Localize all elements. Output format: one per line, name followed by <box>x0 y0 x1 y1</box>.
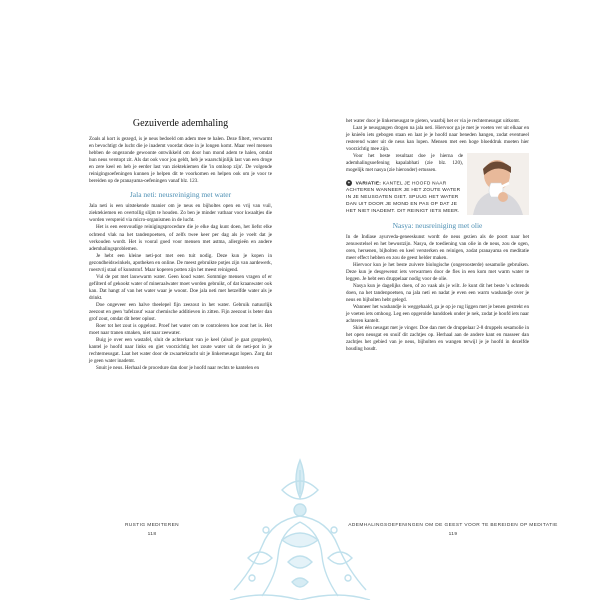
page-number: 118 <box>147 532 157 537</box>
mandala-ornament <box>222 450 378 600</box>
page-number: 119 <box>448 532 458 537</box>
variation-text: KANTEL JE HOOFD NAAR ACHTEREN WANNEER JE HET ZOUTE WATER IN JE NEUSGATEN GIET. SPUUG HET WATER DAN UIT DOOR JE MOND EN PAS OP DAT JE HET NIET INADEMT. DIT REINIGT IETS MEER. <box>346 181 461 214</box>
left-footer <box>112 521 192 539</box>
paragraph: Buig je over een wastafel, sluit de achterkant van je keel (alsof je gaat gorgelen), kantel je hoofd naar links en giet voorzichtig het zoute water uit de neti-pot in je rechterneusgat. Laat het water door de zwaartekracht uit je linkerneusgat lopen. Zorg dat je geen water inademt. <box>89 337 272 365</box>
paragraph: Hiervoor kun je het beste zuivere biologische (ongeroosterde) sesamolie gebruiken. Deze kun je desgewenst iets verwarmen door de fles in een kom met warm water te leggen. Je hebt een druppelaar nodig voor de olie. <box>346 261 529 282</box>
paragraph: Vul de pot met lauwwarm water. Geen koud water. Sommige mensen vragen of er gefilterd of gekookt water of mineraalwater moet worden gebruikt, of dat kraanwater ook kan. Dat hangt af van het water waar je woont. Doe jala neti met hetzelfde water als je drinkt. <box>89 273 272 301</box>
section-heading-nasya: Nasya: neusreiniging met olie <box>392 220 483 230</box>
paragraph: Wanneer het washandje is weggehaald, ga je op je rug liggen met je benen gestrekt en je voeten iets omhoog. Leg een opgerolde handdoek onder je nek, zodat je hoofd iets naar achteren kantelt. <box>346 304 529 325</box>
paragraph: Snuit je neus. Herhaal de procedure dan door je hoofd naar rechts te kantelen en <box>96 365 260 372</box>
running-title: ADEMHALINGSOEFENINGEN OM DE GEEST VOOR TE BEREIDEN OP MEDITATIE <box>348 523 558 528</box>
page-heading: Gezuiverde ademhaling <box>132 118 229 129</box>
left-text-column <box>89 118 272 372</box>
variation-badge-icon: ✦ <box>347 180 351 186</box>
paragraph: In de Indiase ayurveda-geneeskunst wordt de neus gezien als de poort naar het zenuwstelsel en het bewustzijn. Nasya, de toediening van olie in de neus, zou de ogen, oren, hersenen, bijholten en keel versterken en reinigen, zodat pranayama en meditatie meer effect hebben en zou de geest helder maken. <box>346 233 529 261</box>
paragraph: Het is een eenvoudige reinigingsprocedure die je elke dag kunt doen, het liefst elke ochtend vlak na het tandenpoetsen, of zelfs twee keer per dag als je voelt dat je verkouden wordt. Het is vooral goed voor mensen met astma, allergieën en andere ademhalingsproblemen. <box>89 224 272 252</box>
paragraph: Voor het beste resultaat doe je hierna de ademhalingsoefening kapalabhati (zie blz. 120), mogelijk met nasya (zie hieronder) ertussen. <box>346 153 463 174</box>
section-heading-jala-neti: Jala neti: neusreiniging met water <box>129 190 232 200</box>
paragraph: het water door je linkerneusgat te gieten, waarbij het er via je rechterneusgat uitkomt. <box>346 118 521 124</box>
paragraph: Roer tot het zout is opgelost. Proef het water om te controleren hoe zout het is. Het moet naar tranen smaken, niet naar zeewater. <box>89 323 272 337</box>
paragraph: Laat je neusgangen drogen na jala neti. Hiervoor ga je met je voeten ver uit elkaar en je knieën iets gebogen staan en laat je je hoofd naar beneden hangen, zodat eventueel resterend water uit de neus kan lopen. Mensen met een hoge bloeddruk moeten hier voorzichtig mee zijn. <box>346 125 529 153</box>
neti-pot-photo <box>467 153 529 215</box>
running-title: RUSTIG MEDITEREN <box>124 523 180 528</box>
right-text-column <box>346 118 529 353</box>
variation-label: VARIATIE: <box>355 181 382 187</box>
intro-paragraph: Zoals al kort is gezegd, is je neus bedoeld om adem mee te halen. Deze filtert, verwarmt en bevochtigt de lucht die je inademt voordat deze in je longen komt. Maar veel mensen hebben de ongezonde gewoonte ontwikkeld om door hun mond adem te halen, omdat hun neus verstopt zit. Als dat ook voor jou geldt, heb je waarschijnlijk last van een droge en zere keel en heb je eerder last van ziektekiemen die 'in omloop zijn'. De volgende reinigingsoefeningen kunnen je helpen dit te voorkomen en helpen ook om je voor te bereiden op de pranayama-oefeningen vanaf blz. 123. <box>89 136 272 185</box>
paragraph: Doe ongeveer een halve theelepel fijn zeezout in het water. Gebruik natuurlijk zeezout en geen 'tafelzout' waar chemische additieven in zitten. Fijn zeezout is beter dan grof zout, omdat dit beter oplost. <box>89 301 272 323</box>
paragraph: Skiet één neusgat met je vinger. Doe dan met de druppelaar 2-8 druppels sesamolie in het open neusgat en snuif dit zachtjes op. Herhaal aan de andere kant en masseer dan zachtjes het gebied van je neus, bijholten en wangen terwijl je je hoofd in dezelfde houding houdt. <box>346 325 529 353</box>
paragraph: Je hebt een kleine neti-pot met een tuit nodig. Deze kun je kopen in gezondheidswinkels, apotheken en online. De meest gebruikte potjes zijn van aardewerk, roestvrij staal of kunststof. Maar koperen potten zijn het meest reinigend. <box>89 252 272 273</box>
paragraph: Nasya kun je dagelijks doen, of zo vaak als je wilt. Je kunt dit het beste 's ochtends doen, na het tandenpoetsen, na jala neti en nadat je even een warm washandje over je neus en bijholten hebt gelegd. <box>346 282 529 304</box>
paragraph: Jala neti is een uitstekende manier om je neus en bijholtes open en vrij van vuil, ziektekiemen en overtollig slijm te houden. Zo ben je minder vatbaar voor kwaaltjes die worden verspreid via micro-organismen in de lucht. <box>89 203 272 224</box>
